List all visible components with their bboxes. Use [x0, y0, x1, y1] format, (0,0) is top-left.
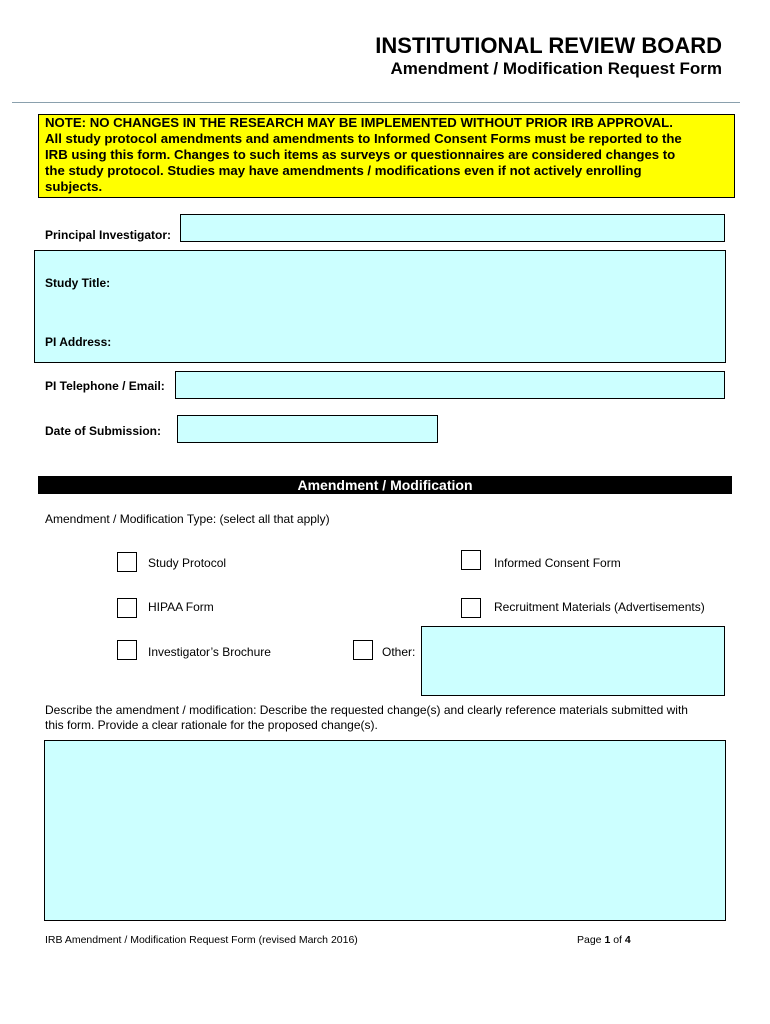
study-protocol-checkbox[interactable]	[117, 552, 137, 572]
informed-consent-label: Informed Consent Form	[494, 556, 621, 570]
date-label: Date of Submission:	[45, 424, 162, 438]
pi-address-label: PI Address:	[45, 335, 112, 349]
other-input[interactable]	[421, 626, 725, 696]
hipaa-checkbox[interactable]	[117, 598, 137, 618]
pi-contact-input[interactable]	[175, 371, 725, 399]
note-line: All study protocol amendments and amendments to Informed Consent Forms must be reported to the	[45, 131, 682, 146]
brochure-checkbox[interactable]	[117, 640, 137, 660]
section-header: Amendment / Modification	[38, 476, 732, 494]
current-page: 1	[604, 934, 611, 946]
note-line: the study protocol. Studies may have amendments / modifications even if not actively enrolling	[45, 163, 642, 178]
note-line: subjects.	[45, 179, 103, 194]
footer-form-name: IRB Amendment / Modification Request Form (revised March 2016)	[45, 934, 358, 946]
page-of: of	[610, 934, 625, 946]
approval-note	[38, 114, 735, 198]
note-line: NOTE: NO CHANGES IN THE RESEARCH MAY BE IMPLEMENTED WITHOUT PRIOR IRB APPROVAL.	[45, 115, 673, 130]
brochure-label: Investigator’s Brochure	[148, 645, 271, 659]
recruitment-checkbox[interactable]	[461, 598, 481, 618]
pi-contact-label: PI Telephone / Email:	[45, 379, 165, 393]
description-textarea[interactable]	[44, 740, 726, 921]
header-divider	[12, 102, 740, 103]
study-protocol-label: Study Protocol	[148, 556, 227, 570]
describe-line: this form. Provide a clear rationale for the proposed change(s).	[45, 718, 378, 732]
describe-line: Describe the amendment / modification: Describe the requested change(s) and clearly reference materials submitted with	[45, 703, 688, 717]
form-subtitle: Amendment / Modification Request Form	[390, 59, 722, 78]
total-pages: 4	[624, 934, 631, 946]
informed-consent-checkbox[interactable]	[461, 550, 481, 570]
page-prefix: Page	[577, 934, 605, 946]
study-title-label: Study Title:	[45, 276, 111, 290]
date-input[interactable]	[177, 415, 438, 443]
footer-page-number	[577, 934, 631, 946]
pi-input[interactable]	[180, 214, 725, 242]
form-title: INSTITUTIONAL REVIEW BOARD	[375, 33, 722, 58]
pi-label: Principal Investigator:	[45, 228, 172, 242]
describe-instructions	[45, 703, 735, 733]
recruitment-label: Recruitment Materials (Advertisements)	[494, 600, 705, 614]
note-line: IRB using this form. Changes to such items as surveys or questionnaires are considered changes to	[45, 147, 676, 162]
other-label: Other:	[382, 645, 416, 659]
other-checkbox[interactable]	[353, 640, 373, 660]
type-prompt: Amendment / Modification Type: (select all that apply)	[45, 512, 330, 526]
hipaa-label: HIPAA Form	[148, 600, 214, 614]
study-title-and-address-input[interactable]	[34, 250, 726, 363]
